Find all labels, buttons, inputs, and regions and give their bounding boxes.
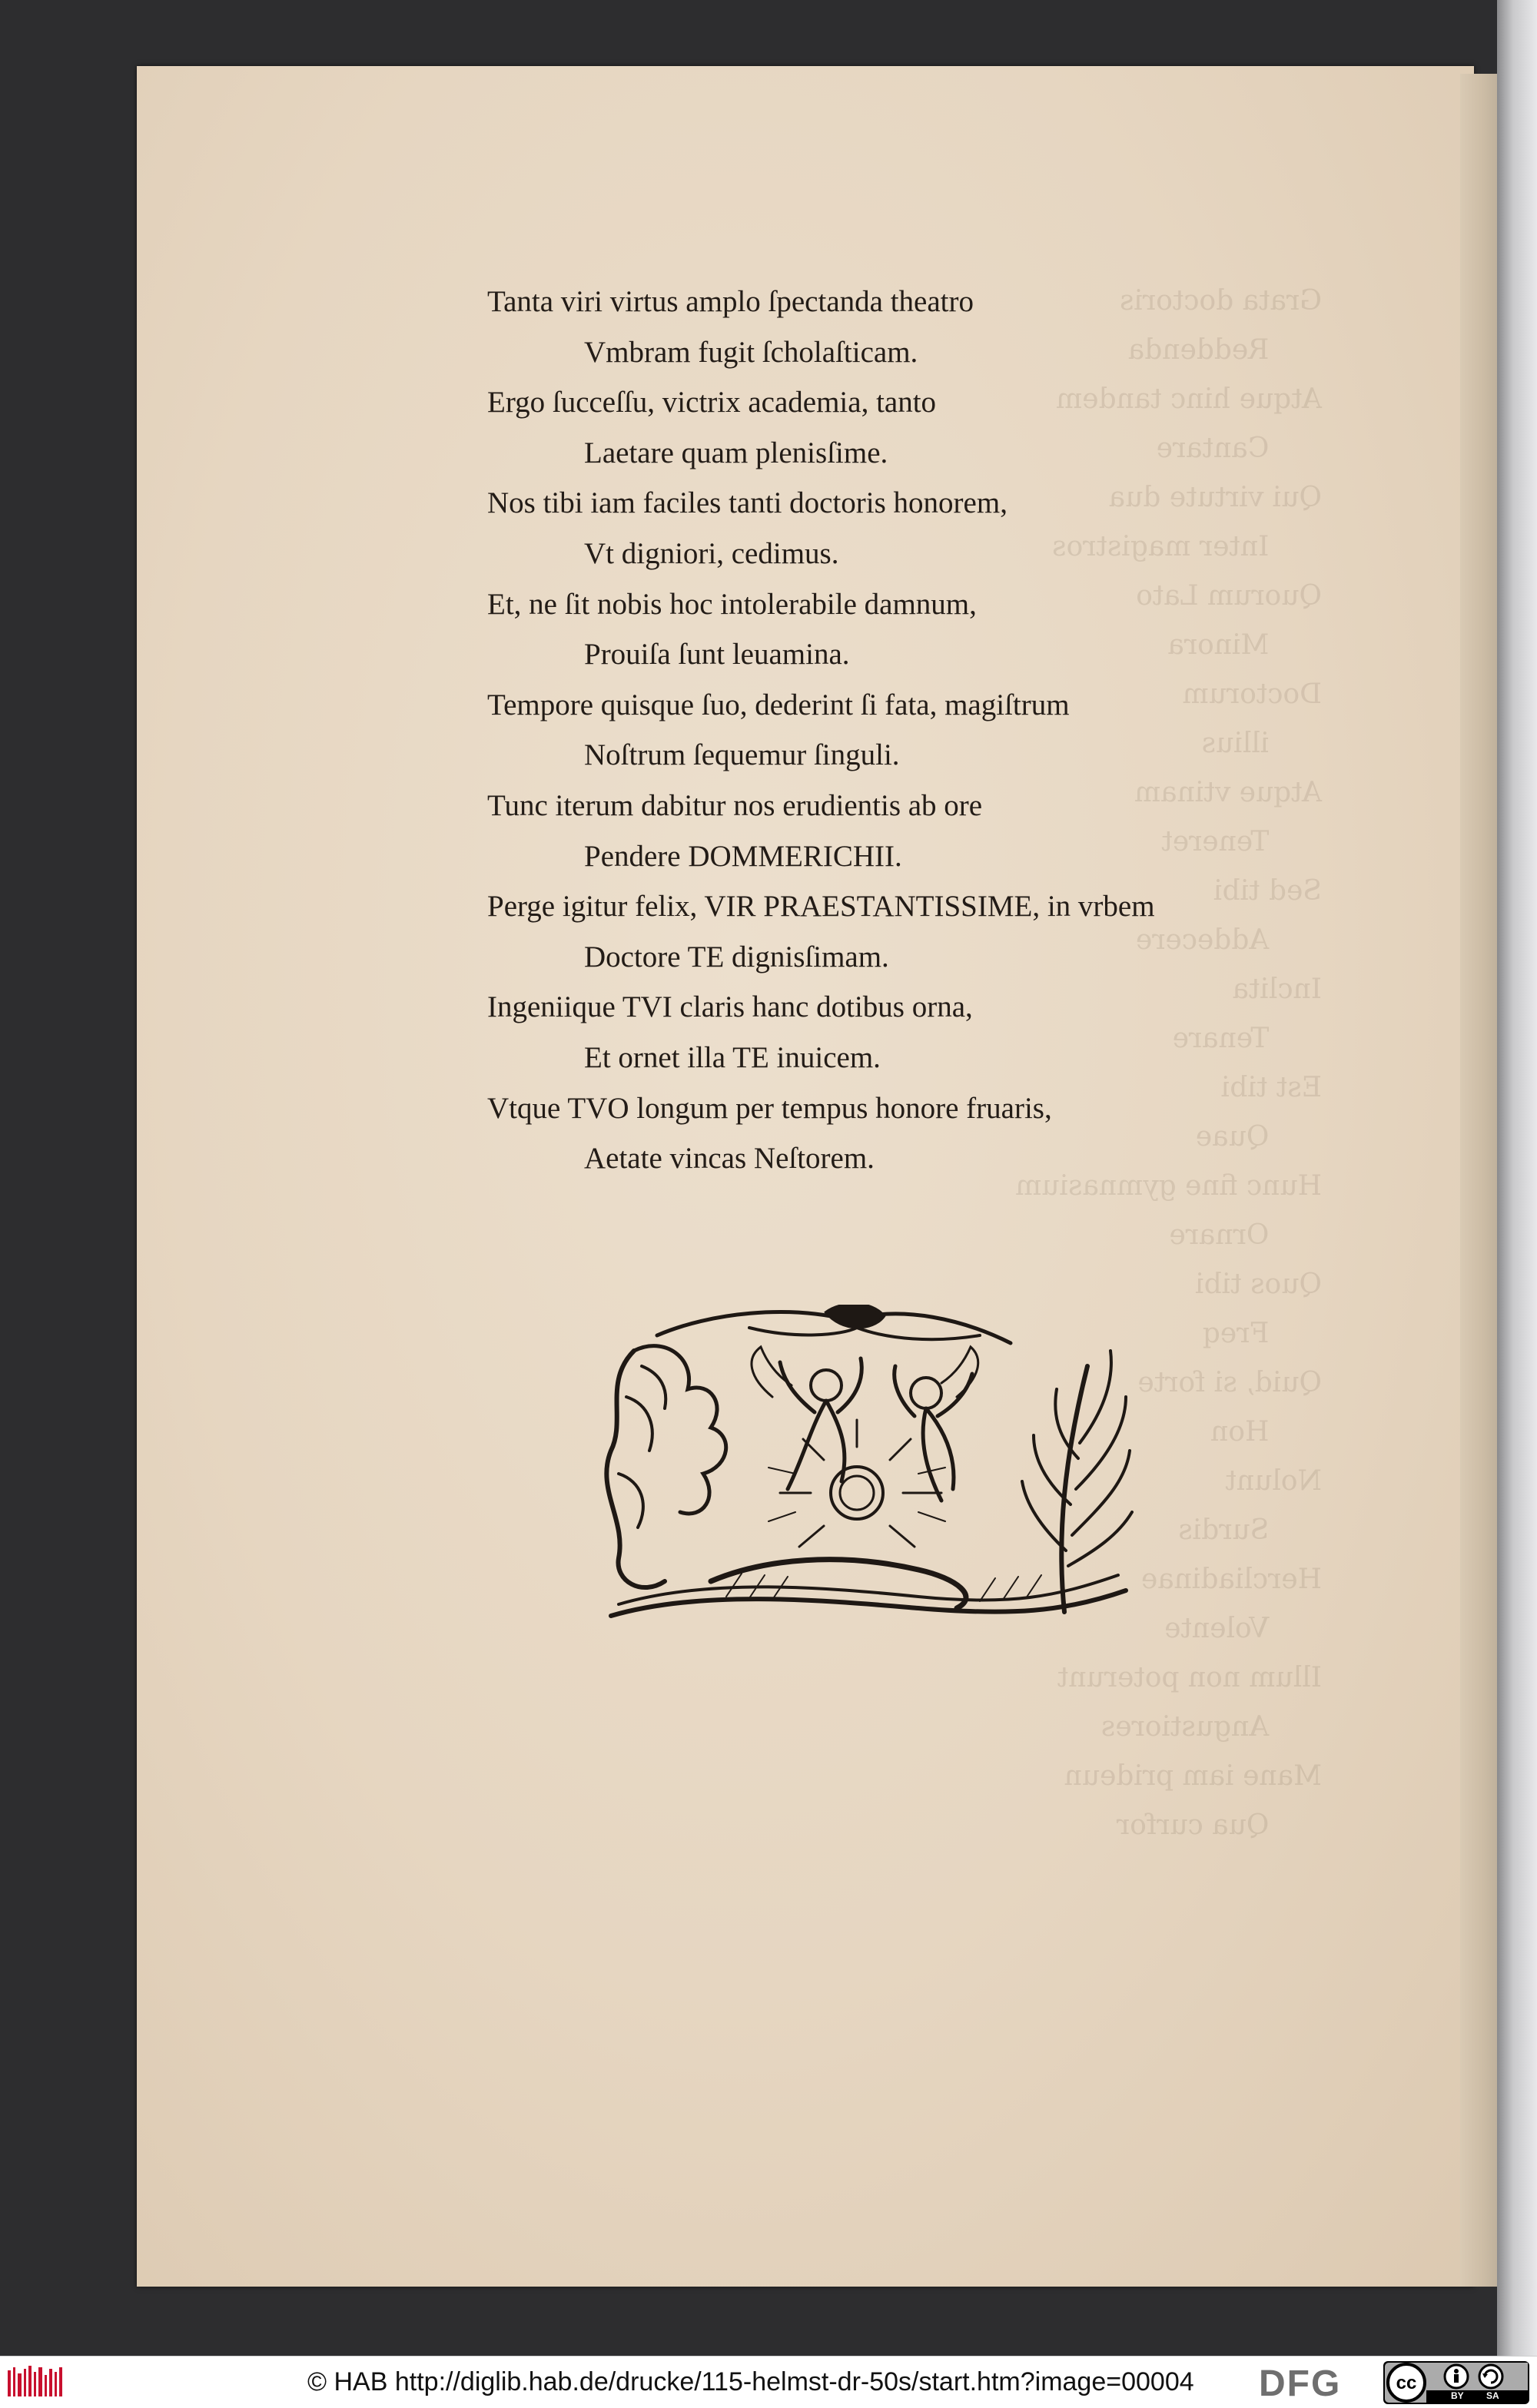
poem-line-4: Laetare quam plenisſime. [584,436,888,469]
poem-line-16: Et ornet illa TE inuicem. [584,1040,881,1074]
citation-link[interactable]: © HAB http://diglib.hab.de/drucke/115-helmst-dr-50s/start.htm?image=00004 [307,2367,1194,2396]
hab-barcode-logo-icon[interactable] [8,2366,63,2400]
poem-line-18: Aetate vincas Neſtorem. [584,1142,875,1176]
viewer-footer [0,2356,1537,2408]
poem-line-11: Tunc iterum dabitur nos erudientis ab ore [487,788,983,822]
poem-line-10: Noſtrum ſequemur ſinguli. [584,738,900,772]
poem-line-3: Ergo ſucceſſu, victrix academia, tanto [487,386,937,420]
dfg-logo[interactable]: DFG [1259,2363,1342,2404]
poem-line-13: Perge igitur felix, VIR PRAESTANTISSIME, in vrbem [487,890,1155,924]
poem [487,277,1333,1184]
poem-line-5: Nos tibi iam faciles tanti doctoris honorem, [487,486,1008,520]
poem-line-2: Vmbram fugit ſcholaſticam. [584,335,918,369]
poem-line-7: Et, ne ſit nobis hoc intolerabile damnum, [487,587,977,621]
poem-line-14: Doctore TE dignisſimam. [584,940,889,973]
poem-line-9: Tempore quisque ſuo, dederint ſi fata, magiſtrum [487,688,1070,721]
cc-license-badge[interactable] [1383,2361,1529,2404]
poem-line-8: Prouiſa ſunt leuamina. [584,638,850,672]
cc-by-label: BY [1451,2390,1464,2401]
poem-line-6: Vt digniori, cedimus. [584,536,839,570]
poem-line-1: Tanta viri virtus amplo ſpectanda theatro [487,285,974,318]
next-page-strip [1497,0,1537,2356]
page-edge [1460,74,1497,2287]
woodcut-ornament [596,1305,1134,1627]
svg-text:cc: cc [1396,2373,1417,2393]
poem-line-15: Ingeniique TVI claris hanc dotibus orna, [487,990,973,1024]
poem-line-17: Vtque TVO longum per tempus honore fruaris, [487,1091,1052,1125]
cc-sa-label: SA [1486,2390,1499,2401]
poem-line-12: Pendere DOMMERICHII. [584,839,902,873]
